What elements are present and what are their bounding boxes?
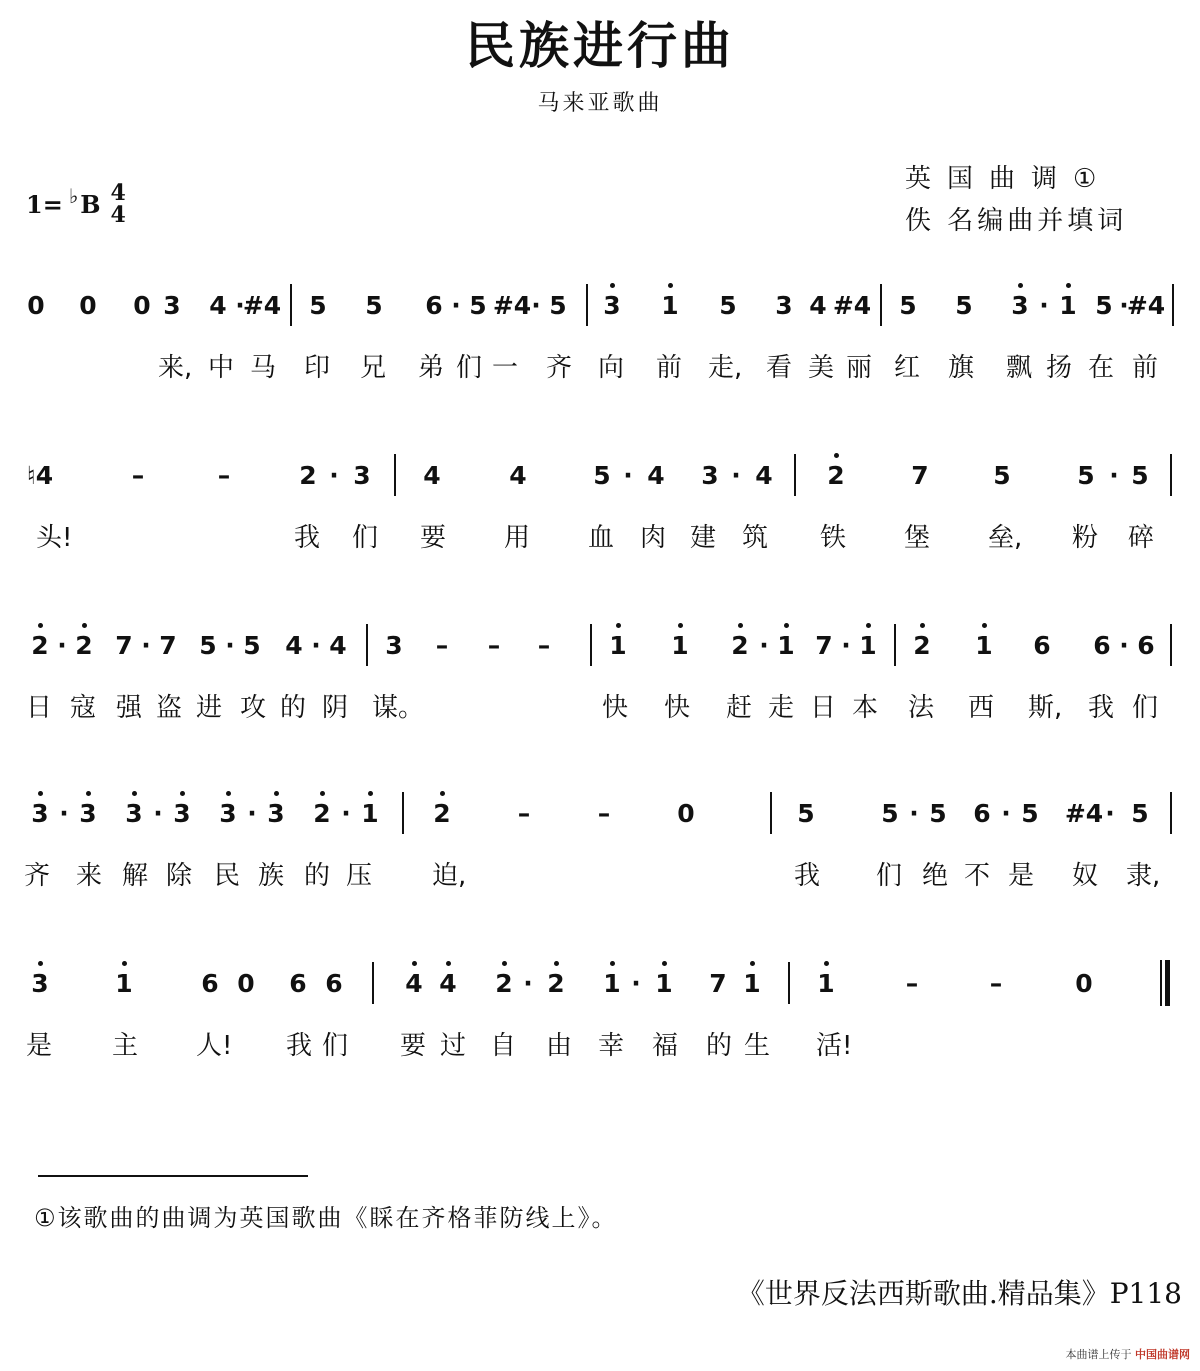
lyric-syllable: 们 — [322, 1031, 349, 1061]
lyric-syllable: 头! — [36, 523, 73, 553]
upload-brand: 中国曲谱网 — [1135, 1348, 1190, 1361]
lyric-syllable: 强 — [116, 693, 143, 723]
sustain-dash: – — [435, 631, 449, 660]
lyric-syllable: 走, — [708, 353, 743, 383]
lyric-syllable: 丽 — [846, 353, 873, 383]
octave-dot — [446, 961, 451, 966]
notation-row — [0, 948, 1200, 1078]
sustain-dash: – — [131, 461, 145, 490]
lyric-syllable: 族 — [258, 861, 285, 891]
note: 2 — [420, 794, 464, 834]
note: 3 — [18, 794, 62, 834]
lyric-syllable: 飘 — [1006, 353, 1033, 383]
lyric-syllable: 由 — [546, 1031, 573, 1061]
note: 5 — [469, 291, 487, 320]
note: 5 — [199, 631, 217, 660]
bar-line — [794, 454, 796, 496]
note: 4 — [426, 964, 470, 1004]
octave-dot — [920, 623, 925, 628]
lyric-syllable: 红 — [894, 353, 921, 383]
lyric-syllable: 们 — [352, 523, 379, 553]
bar-line — [366, 624, 368, 666]
lyric-syllable: 来 — [76, 861, 103, 891]
sustain-dash: – — [517, 799, 531, 828]
note: 1 — [590, 964, 634, 1004]
lyric-syllable: 来, — [158, 353, 193, 383]
lyric-line — [0, 856, 1200, 896]
note: 6 — [425, 291, 443, 320]
dotted-rhythm: · — [311, 631, 321, 660]
lyric-syllable: 们 — [456, 353, 483, 383]
lyric-syllable: 不 — [964, 861, 991, 891]
lyric-syllable: 我 — [294, 523, 321, 553]
note: 6 — [973, 799, 991, 828]
lyric-syllable: 美 — [808, 353, 835, 383]
octave-dot — [824, 961, 829, 966]
note: 2 — [718, 626, 762, 666]
lyric-syllable: 扬 — [1046, 353, 1073, 383]
lyric-syllable: 谋。 — [372, 693, 425, 723]
lyric-syllable: 齐 — [546, 353, 573, 383]
lyric-syllable: 自 — [490, 1031, 517, 1061]
note: #4 — [242, 291, 282, 320]
lyric-syllable: 快 — [664, 693, 691, 723]
note: 2 — [482, 964, 526, 1004]
bar-line — [788, 962, 790, 1004]
key-pitch: B — [80, 189, 101, 219]
dotted-rhythm: · — [225, 631, 235, 660]
page-subtitle: 马来亚歌曲 — [537, 91, 663, 116]
octave-dot — [662, 961, 667, 966]
lyric-syllable: 的 — [280, 693, 307, 723]
note: 5 — [1095, 291, 1113, 320]
note: ♮4 — [26, 461, 54, 490]
note: 5 — [1021, 799, 1039, 828]
key-equals: = — [42, 189, 63, 219]
dotted-rhythm: · — [329, 461, 339, 490]
lyric-syllable: 快 — [602, 693, 629, 723]
note: 2 — [18, 626, 62, 666]
dotted-rhythm: · — [1109, 461, 1119, 490]
note: 4 — [423, 461, 441, 490]
octave-dot — [122, 961, 127, 966]
lyric-syllable: 们 — [1132, 693, 1159, 723]
sustain-dash: – — [537, 631, 551, 660]
dotted-rhythm: · — [841, 631, 851, 660]
lyric-syllable: 斯, — [1028, 693, 1063, 723]
source-citation: 《世界反法西斯歌曲.精品集》P118 — [736, 1277, 1182, 1310]
lyric-syllable: 日 — [26, 693, 53, 723]
dotted-rhythm: · — [759, 631, 769, 660]
dotted-rhythm: · — [1105, 799, 1115, 828]
note: 1 — [764, 626, 808, 666]
lyric-syllable: 在 — [1088, 353, 1115, 383]
octave-dot — [834, 453, 839, 458]
note: 5 — [993, 461, 1011, 490]
octave-dot — [610, 283, 615, 288]
note: 1 — [846, 626, 890, 666]
note: 2 — [300, 794, 344, 834]
octave-dot — [412, 961, 417, 966]
bar-line — [1170, 624, 1172, 666]
dotted-rhythm: · — [59, 799, 69, 828]
lyric-line — [0, 518, 1200, 558]
note: 1 — [642, 964, 686, 1004]
page-title: 民族进行曲 — [465, 16, 735, 75]
bar-line — [402, 792, 404, 834]
lyric-syllable: 们 — [876, 861, 903, 891]
note: 1 — [804, 964, 848, 1004]
notation-row — [0, 778, 1200, 908]
lyric-syllable: 的 — [304, 861, 331, 891]
note: 3 — [254, 794, 298, 834]
footnote-marker: ① — [1073, 164, 1097, 194]
lyric-syllable: 一 — [492, 353, 519, 383]
lyric-syllable: 看 — [766, 353, 793, 383]
meter-bottom: 4 — [110, 202, 126, 228]
lyric-syllable: 福 — [652, 1031, 679, 1061]
sustain-dash: – — [217, 461, 231, 490]
lyric-line — [0, 1026, 1200, 1066]
lyric-syllable: 肉 — [640, 523, 667, 553]
lyric-syllable: 阴 — [322, 693, 349, 723]
note: 6 — [1137, 631, 1155, 660]
note: 3 — [160, 794, 204, 834]
note: 3 — [112, 794, 156, 834]
lyric-syllable: 筑 — [742, 523, 769, 553]
note: 4 — [647, 461, 665, 490]
note: 6 — [201, 969, 219, 998]
bar-line — [770, 792, 772, 834]
credit-line1: 英国曲调 — [905, 164, 1074, 194]
bar-line — [1172, 284, 1174, 326]
octave-dot — [440, 791, 445, 796]
sustain-dash: – — [597, 799, 611, 828]
dotted-rhythm: · — [531, 291, 541, 320]
lyric-syllable: 本 — [852, 693, 879, 723]
octave-dot — [616, 623, 621, 628]
note: 7 — [115, 631, 133, 660]
lyric-syllable: 解 — [122, 861, 149, 891]
note: 2 — [62, 626, 106, 666]
note: 5 — [955, 291, 973, 320]
lyric-syllable: 人! — [196, 1031, 233, 1061]
dotted-rhythm: · — [153, 799, 163, 828]
dotted-rhythm: · — [141, 631, 151, 660]
note: 3 — [206, 794, 250, 834]
sustain-dash: – — [487, 631, 501, 660]
lyric-syllable: 我 — [286, 1031, 313, 1061]
key-signature — [26, 176, 126, 232]
note: #4 — [1126, 291, 1166, 320]
note: 6 — [1033, 631, 1051, 660]
bar-line — [1170, 454, 1172, 496]
note: 5 — [797, 799, 815, 828]
octave-dot — [368, 791, 373, 796]
note: 3 — [998, 286, 1042, 326]
lyric-syllable: 的 — [706, 1031, 733, 1061]
note: 0 — [79, 291, 97, 320]
lyric-syllable: 齐 — [24, 861, 51, 891]
bar-line — [894, 624, 896, 666]
lyric-syllable: 走 — [768, 693, 795, 723]
lyric-syllable: 过 — [440, 1031, 467, 1061]
dotted-rhythm: · — [341, 799, 351, 828]
lyric-syllable: 赶 — [726, 693, 753, 723]
dotted-rhythm: · — [451, 291, 461, 320]
bar-line — [394, 454, 396, 496]
note: 6 — [325, 969, 343, 998]
note: 0 — [27, 291, 45, 320]
octave-dot — [274, 791, 279, 796]
note: 0 — [677, 799, 695, 828]
note: 0 — [237, 969, 255, 998]
note: 2 — [534, 964, 578, 1004]
note: 7 — [911, 461, 929, 490]
upload-text: 本曲谱上传于 — [1065, 1348, 1132, 1361]
octave-dot — [180, 791, 185, 796]
credit-composer — [905, 158, 1145, 195]
octave-dot — [38, 961, 43, 966]
lyric-syllable: 盗 — [156, 693, 183, 723]
credit-lyricist: 佚 名编曲并填词 — [905, 206, 1128, 236]
octave-dot — [678, 623, 683, 628]
lyric-syllable: 迫, — [432, 861, 467, 891]
dotted-rhythm: · — [631, 969, 641, 998]
lyric-syllable: 建 — [690, 523, 717, 553]
note: 2 — [814, 456, 858, 496]
lyric-syllable: 民 — [214, 861, 241, 891]
note: 1 — [596, 626, 640, 666]
dotted-rhythm: · — [1039, 291, 1049, 320]
lyric-syllable: 要 — [400, 1031, 427, 1061]
note: 5 — [881, 799, 899, 828]
lyric-syllable: 压 — [346, 861, 373, 891]
note: 6 — [1093, 631, 1111, 660]
lyric-syllable: 隶, — [1126, 861, 1161, 891]
note: 7 — [815, 631, 833, 660]
dotted-rhythm: · — [235, 291, 245, 320]
note: 3 — [353, 461, 371, 490]
note: 0 — [1075, 969, 1093, 998]
lyric-syllable: 血 — [588, 523, 615, 553]
dotted-rhythm: · — [1119, 631, 1129, 660]
lyric-syllable: 要 — [420, 523, 447, 553]
notation-row — [0, 440, 1200, 570]
lyric-syllable: 前 — [656, 353, 683, 383]
lyric-syllable: 主 — [112, 1031, 139, 1061]
meter-top: 4 — [110, 180, 126, 206]
bar-line — [1170, 792, 1172, 834]
lyric-syllable: 除 — [166, 861, 193, 891]
footnote-text: ①该歌曲的曲调为英国歌曲《睬在齐格菲防线上》。 — [34, 1204, 618, 1232]
note: #4 — [492, 291, 532, 320]
lyric-line — [0, 688, 1200, 728]
note: 5 — [899, 291, 917, 320]
note: 3 — [163, 291, 181, 320]
lyric-syllable: 铁 — [820, 523, 847, 553]
bar-line — [880, 284, 882, 326]
sustain-dash: – — [905, 969, 919, 998]
lyric-syllable: 印 — [304, 353, 331, 383]
lyric-syllable: 兄 — [360, 353, 387, 383]
note: 1 — [348, 794, 392, 834]
dotted-rhythm: · — [247, 799, 257, 828]
octave-dot — [1066, 283, 1071, 288]
note: 4 — [755, 461, 773, 490]
note: 4 — [809, 291, 827, 320]
note: 4 — [509, 461, 527, 490]
upload-watermark — [1066, 1346, 1191, 1362]
note: 3 — [18, 964, 62, 1004]
octave-dot — [784, 623, 789, 628]
note: 5 — [309, 291, 327, 320]
note: 5 — [593, 461, 611, 490]
lyric-syllable: 粉 — [1072, 523, 1099, 553]
note: 5 — [1131, 799, 1149, 828]
note: 5 — [929, 799, 947, 828]
lyric-syllable: 是 — [1008, 861, 1035, 891]
note: 4 — [209, 291, 227, 320]
lyric-syllable: 幸 — [598, 1031, 625, 1061]
note: 1 — [730, 964, 774, 1004]
note: 7 — [709, 969, 727, 998]
octave-dot — [982, 623, 987, 628]
lyric-syllable: 进 — [196, 693, 223, 723]
note: 1 — [1046, 286, 1090, 326]
note: 6 — [289, 969, 307, 998]
note: 1 — [658, 626, 702, 666]
note: #4 — [1064, 799, 1104, 828]
lyric-syllable: 用 — [504, 523, 531, 553]
note: 4 — [285, 631, 303, 660]
lyric-syllable: 碎 — [1128, 523, 1155, 553]
lyric-syllable: 我 — [1088, 693, 1115, 723]
note: 3 — [66, 794, 110, 834]
note: 1 — [962, 626, 1006, 666]
note: 3 — [385, 631, 403, 660]
lyric-syllable: 向 — [598, 353, 625, 383]
lyric-syllable: 寇 — [70, 693, 97, 723]
dotted-rhythm: · — [909, 799, 919, 828]
lyric-syllable: 垒, — [988, 523, 1023, 553]
note: 4 — [329, 631, 347, 660]
bar-line — [290, 284, 292, 326]
bar-line — [586, 284, 588, 326]
note: 3 — [590, 286, 634, 326]
note: 5 — [365, 291, 383, 320]
octave-dot — [668, 283, 673, 288]
octave-dot — [866, 623, 871, 628]
time-signature — [111, 182, 126, 226]
note: 0 — [133, 291, 151, 320]
dotted-rhythm: · — [623, 461, 633, 490]
octave-dot — [750, 961, 755, 966]
note: 5 — [243, 631, 261, 660]
notation-row — [0, 610, 1200, 740]
dotted-rhythm: · — [523, 969, 533, 998]
octave-dot — [554, 961, 559, 966]
final-barline — [1160, 960, 1170, 1006]
lyric-syllable: 旗 — [948, 353, 975, 383]
lyric-syllable: 弟 — [418, 353, 445, 383]
note: 7 — [159, 631, 177, 660]
lyric-syllable: 中 — [208, 353, 235, 383]
footnote-divider — [38, 1175, 308, 1177]
note: 4 — [392, 964, 436, 1004]
dotted-rhythm: · — [1119, 291, 1129, 320]
key-tonic: 1 — [26, 189, 43, 219]
lyric-syllable: 生 — [744, 1031, 771, 1061]
lyric-syllable: 法 — [908, 693, 935, 723]
lyric-syllable: 我 — [794, 861, 821, 891]
lyric-syllable: 日 — [810, 693, 837, 723]
bar-line — [372, 962, 374, 1004]
notation-row — [0, 270, 1200, 400]
lyric-syllable: 前 — [1132, 353, 1159, 383]
octave-dot — [86, 791, 91, 796]
dotted-rhythm: · — [1001, 799, 1011, 828]
lyric-syllable: 是 — [26, 1031, 53, 1061]
lyric-line — [0, 348, 1200, 388]
dotted-rhythm: · — [731, 461, 741, 490]
lyric-syllable: 攻 — [240, 693, 267, 723]
sustain-dash: – — [989, 969, 1003, 998]
note: 3 — [701, 461, 719, 490]
lyric-syllable: 马 — [250, 353, 277, 383]
note: 1 — [648, 286, 692, 326]
lyric-syllable: 西 — [968, 693, 995, 723]
lyric-syllable: 绝 — [922, 861, 949, 891]
note: 5 — [1077, 461, 1095, 490]
note: 3 — [775, 291, 793, 320]
note: #4 — [832, 291, 872, 320]
note: 5 — [719, 291, 737, 320]
octave-dot — [82, 623, 87, 628]
bar-line — [590, 624, 592, 666]
note: 5 — [549, 291, 567, 320]
lyric-syllable: 活! — [816, 1031, 853, 1061]
lyric-syllable: 奴 — [1072, 861, 1099, 891]
dotted-rhythm: · — [57, 631, 67, 660]
flat-icon: ♭ — [68, 184, 79, 208]
note: 5 — [1131, 461, 1149, 490]
note: 2 — [299, 461, 317, 490]
note: 2 — [900, 626, 944, 666]
lyric-syllable: 堡 — [904, 523, 931, 553]
note: 1 — [102, 964, 146, 1004]
